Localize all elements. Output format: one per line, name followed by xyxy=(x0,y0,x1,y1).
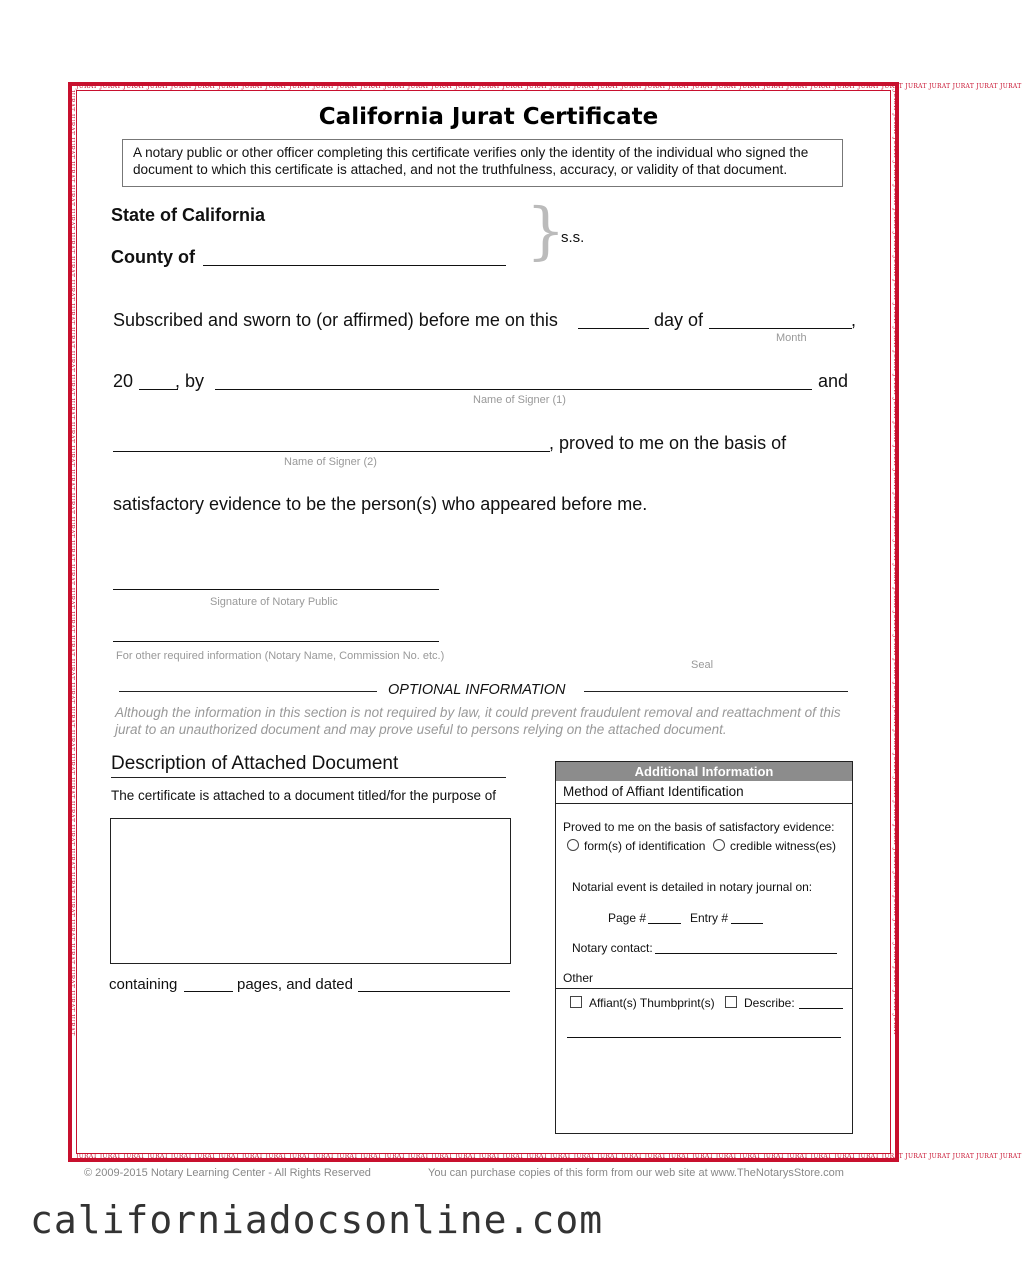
contact-label: Notary contact: xyxy=(572,941,653,955)
signer2-caption: Name of Signer (2) xyxy=(284,456,377,468)
pages-field[interactable] xyxy=(184,991,233,992)
thumbprint-label: Affiant(s) Thumbprint(s) xyxy=(589,996,715,1010)
describe-label: Describe: xyxy=(744,996,795,1010)
site-watermark: californiadocsonline.com xyxy=(30,1198,604,1242)
forms-option[interactable] xyxy=(567,839,705,853)
description-rule xyxy=(111,777,506,778)
optional-heading: OPTIONAL INFORMATION xyxy=(388,682,566,698)
optional-rule-left xyxy=(119,691,377,692)
dated-field[interactable] xyxy=(358,991,510,992)
proved-text: , proved to me on the basis of xyxy=(549,433,787,453)
containing-label: containing xyxy=(109,976,178,993)
year-field[interactable] xyxy=(139,389,178,390)
describe-option[interactable] xyxy=(725,996,795,1010)
border-text-bottom: JURAT JURAT JURAT JURAT JURAT JURAT JURAT JURAT JURAT JURAT JURAT JURAT JURAT JURAT JURAT JURAT JURAT JURAT JURAT JURAT JURAT JURAT JURAT JURAT JURAT JURAT JURAT JURAT JURAT JURAT JURAT JURAT JURAT JURAT JURAT JURAT JURAT JURAT JURAT JURAT xyxy=(76,1153,1022,1160)
notary-signature-field[interactable] xyxy=(113,589,439,590)
other-label: Other xyxy=(563,971,594,985)
proved-label: Proved to me on the basis of satisfactory evidence: xyxy=(563,820,835,834)
additional-info-header: Additional Information xyxy=(556,762,852,781)
county-field[interactable] xyxy=(203,265,506,266)
border-text-left: JURAT JURAT JURAT JURAT JURAT JURAT JURAT JURAT JURAT JURAT JURAT JURAT JURAT JURAT JURAT JURAT JURAT JURAT JURAT JURAT JURAT JURAT JURAT JURAT JURAT JURAT JURAT JURAT JURAT JURAT JURAT JURAT JURAT JURAT JURAT JURAT JURAT JURAT JURAT JURAT xyxy=(68,90,75,1036)
county-label: County of xyxy=(111,247,195,267)
witness-option-label: credible witness(es) xyxy=(730,839,837,853)
day-of-label: day of xyxy=(654,310,704,330)
thumbprint-option[interactable] xyxy=(570,996,715,1010)
month-field[interactable] xyxy=(709,328,852,329)
describe-checkbox[interactable] xyxy=(725,996,737,1008)
satisfactory-text: satisfactory evidence to be the person(s) who appeared before me. xyxy=(113,494,648,514)
journal-label: Notarial event is detailed in notary journal on: xyxy=(572,880,813,894)
state-label: State of California xyxy=(111,205,266,225)
by-label: , by xyxy=(175,371,205,391)
month-caption: Month xyxy=(776,332,807,344)
describe-field[interactable] xyxy=(799,1008,843,1009)
copyright-text: © 2009-2015 Notary Learning Center - All Rights Reserved xyxy=(84,1167,371,1179)
notice-box: A notary public or other officer completing this certificate verifies only the identity of the individual who signed the document to which this certificate is attached, and not the truthfulness, accuracy, or validity of that document. xyxy=(122,139,843,187)
thumbprint-checkbox[interactable] xyxy=(570,996,582,1008)
day-field[interactable] xyxy=(578,328,649,329)
signer1-caption: Name of Signer (1) xyxy=(473,394,566,406)
brace-icon: } xyxy=(526,194,566,267)
signer1-field[interactable] xyxy=(215,389,812,390)
other-info-field[interactable] xyxy=(113,641,439,642)
ss-label: s.s. xyxy=(561,229,585,246)
other-info-caption: For other required information (Notary Name, Commission No. etc.) xyxy=(116,650,445,662)
and-label: and xyxy=(818,371,849,391)
forms-option-label: form(s) of identification xyxy=(584,839,706,853)
page-label: Page # xyxy=(608,911,647,925)
optional-rule-right xyxy=(584,691,848,692)
signature-caption: Signature of Notary Public xyxy=(210,596,338,608)
method-divider xyxy=(556,803,852,804)
witness-radio[interactable] xyxy=(713,839,725,851)
comma-label: , xyxy=(851,310,857,330)
seal-label: Seal xyxy=(691,659,714,671)
other-divider xyxy=(556,988,852,989)
document-title-box[interactable] xyxy=(110,818,511,964)
purchase-text: You can purchase copies of this form from our web site at www.TheNotarysStore.com xyxy=(428,1167,844,1179)
purpose-label: The certificate is attached to a document titled/for the purpose of xyxy=(111,788,496,803)
signer2-field[interactable] xyxy=(113,451,550,452)
pages-dated-label: pages, and dated xyxy=(237,976,353,993)
subscribed-text: Subscribed and sworn to (or affirmed) before me on this xyxy=(113,310,558,330)
page-field[interactable] xyxy=(648,923,681,924)
entry-field[interactable] xyxy=(731,923,763,924)
entry-label: Entry # xyxy=(690,911,729,925)
method-label: Method of Affiant Identification xyxy=(563,784,744,799)
describe-extra-field[interactable] xyxy=(567,1037,841,1038)
forms-radio[interactable] xyxy=(567,839,579,851)
border-text-right: JURAT JURAT JURAT JURAT JURAT JURAT JURAT JURAT JURAT JURAT JURAT JURAT JURAT JURAT JURAT JURAT JURAT JURAT JURAT JURAT JURAT JURAT JURAT JURAT JURAT JURAT JURAT JURAT JURAT JURAT JURAT JURAT JURAT JURAT JURAT JURAT JURAT JURAT JURAT JURAT xyxy=(892,90,899,1036)
description-heading: Description of Attached Document xyxy=(111,753,399,774)
page-title: California Jurat Certificate xyxy=(318,104,659,130)
contact-field[interactable] xyxy=(655,953,837,954)
witness-option[interactable] xyxy=(713,839,836,853)
border-text-top: JURAT JURAT JURAT JURAT JURAT JURAT JURAT JURAT JURAT JURAT JURAT JURAT JURAT JURAT JURAT JURAT JURAT JURAT JURAT JURAT JURAT JURAT JURAT JURAT JURAT JURAT JURAT JURAT JURAT JURAT JURAT JURAT JURAT JURAT JURAT JURAT JURAT JURAT JURAT JURAT xyxy=(76,83,1022,90)
year-prefix: 20 xyxy=(113,371,134,391)
optional-text: Although the information in this section is not required by law, it could prevent fraudulent removal and reattachment of this jurat to an unauthorized document and may prove useful to persons relying on the attached document. xyxy=(115,705,841,737)
